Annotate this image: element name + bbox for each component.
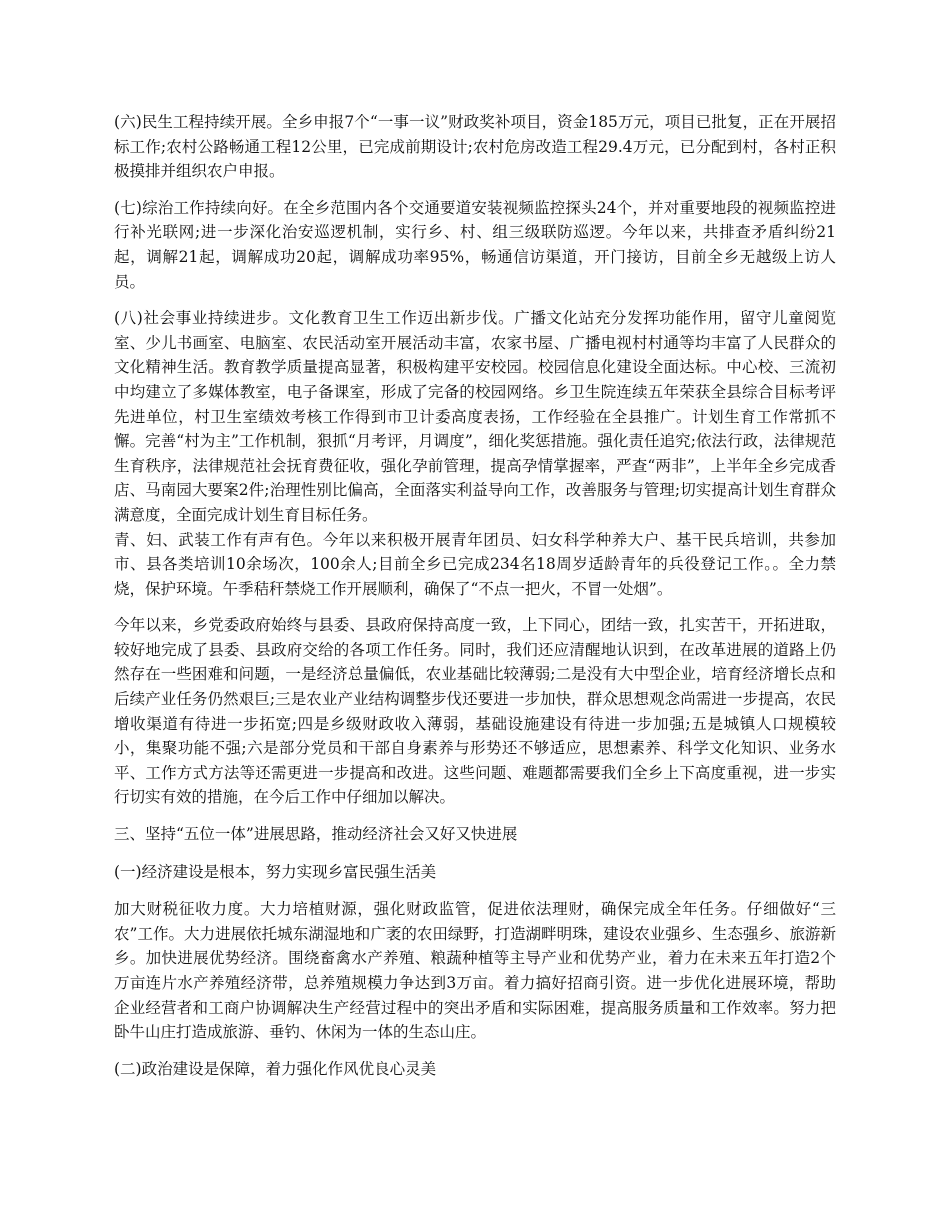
paragraph-public-security: (七)综治工作持续向好。在全乡范围内各个交通要道安装视频监控探头24个，并对重要地段的视频监控进行补光联网;进一步深化治安巡逻机制，实行乡、村、组三级联防巡逻。今年以来，共排查矛盾纠纷21起，调解21起，调解成功20起，调解成功率95%，畅通信访渠道，开门接访，目前全乡无越级上访人员。 bbox=[114, 198, 836, 291]
paragraph-economic-measures: 加大财税征收力度。大力培植财源，强化财政监管，促进依法理财，确保完成全年任务。仔细做好“三农”工作。大力进展依托城东湖湿地和广袤的农田绿野，打造湖畔明珠，建设农业强乡、生态强乡、旅游新乡。加快进展优势经济。围绕畜禽水产养殖、粮蔬种植等主导产业和优势产业，着力在未来五年打造2个万亩连片水产养殖经济带，总养殖规模力争达到3万亩。着力搞好招商引资。进一步优化进展环境，帮助企业经营者和工商户协调解决生产经营过程中的突出矛盾和实际困难，提高服务质量和工作效率。努力把卧牛山庄打造成旅游、垂钓、休闲为一体的生态山庄。 bbox=[114, 900, 836, 1042]
paragraph-social-undertakings: (八)社会事业持续进步。文化教育卫生工作迈出新步伐。广播文化站充分发挥功能作用，留守儿童阅览室、少儿书画室、电脑室、农民活动室开展活动丰富，农家书屋、广播电视村村通等均丰富了人民群众的文化精神生活。教育教学质量提高显著，积极构建平安校园。校园信息化建设全面达标。中心校、三流初中均建立了多媒体教室，电子备课室，形成了完备的校园网络。乡卫生院连续五年荣获全县综合目标考评先进单位，村卫生室绩效考核工作得到市卫计委高度表扬，工作经验在全县推广。计划生育工作常抓不懈。完善“村为主”工作机制，狠抓“月考评，月调度”，细化奖惩措施。强化责任追究;依法行政，法律规范生育秩序，法律规范社会抚育费征收，强化孕前管理，提高孕情掌握率，严查“两非”，上半年全乡完成香店、马南园大要案2件;治理性别比偏高，全面落实利益导向工作，改善服务与管理;切实提高计划生育群众满意度，全面完成计划生育目标任务。 bbox=[114, 309, 836, 524]
section-heading-five-in-one: 三、坚持“五位一体”进展思路，推动经济社会又好又快进展 bbox=[114, 825, 518, 844]
paragraph-livelihood-projects: (六)民生工程持续开展。全乡申报7个“一事一议”财政奖补项目，资金185万元，项目已批复，正在开展招标工作;农村公路畅通工程12公里，已完成前期设计;农村危房改造工程29.4万元，已分配到村，各村正积极摸排并组织农户申报。 bbox=[114, 113, 836, 181]
paragraph-youth-women-militia: 青、妇、武装工作有声有色。今年以来积极开展青年团员、妇女科学种养大户、基干民兵培训，共参加市、县各类培训10余场次，100余人;目前全乡已完成234名18周岁适龄青年的兵役登记工作。。全力禁烧，保护环境。午季秸秆禁烧工作开展顺利，确保了“不点一把火，不冒一处烟”。 bbox=[114, 530, 836, 598]
paragraph-summary-problems: 今年以来，乡党委政府始终与县委、县政府保持高度一致，上下同心，团结一致，扎实苦干，开拓进取，较好地完成了县委、县政府交给的各项工作任务。同时，我们还应清醒地认识到，在改革进展的道路上仍然存在一些困难和问题，一是经济总量偏低，农业基础比较薄弱;二是没有大中型企业，培育经济增长点和后续产业任务仍然艰巨;三是农业产业结构调整步伐还要进一步加快，群众思想观念尚需进一步提高，农民增收渠道有待进一步拓宽;四是乡级财政收入薄弱，基础设施建设有待进一步加强;五是城镇人口规模较小，集聚功能不强;六是部分党员和干部自身素养与形势还不够适应，思想素养、科学文化知识、业务水平、工作方式方法等还需更进一步提高和改进。这些问题、难题都需要我们全乡上下高度重视，进一步实行切实有效的措施，在今后工作中仔细加以解决。 bbox=[114, 616, 836, 807]
document-body bbox=[114, 110, 836, 1094]
subheading-economic-construction: (一)经济建设是根本，努力实现乡富民强生活美 bbox=[114, 862, 437, 881]
subheading-political-construction: (二)政治建设是保障，着力强化作风优良心灵美 bbox=[114, 1059, 437, 1078]
